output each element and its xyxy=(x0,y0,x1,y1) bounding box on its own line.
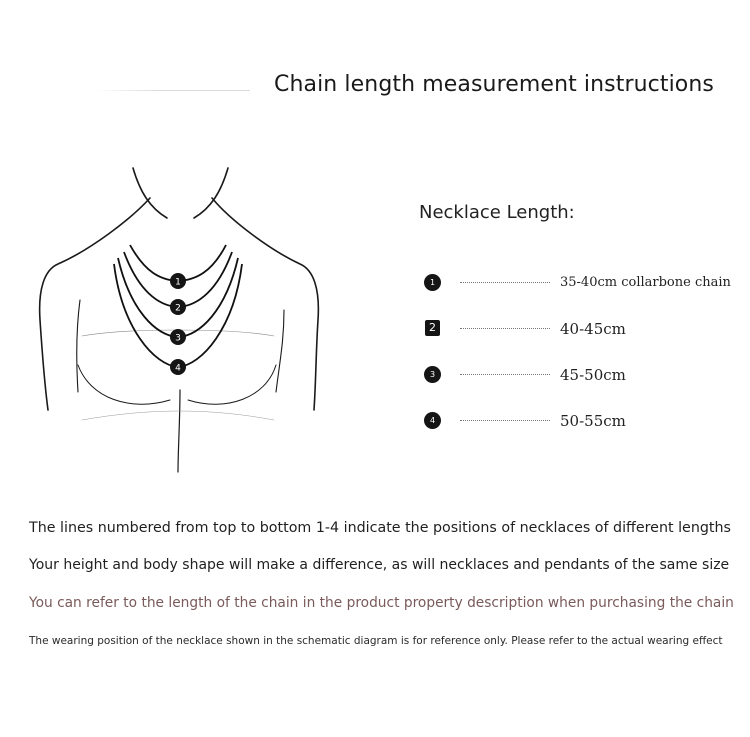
necklace-length-heading: Necklace Length: xyxy=(419,202,575,223)
legend-badge-3: 3 xyxy=(424,366,441,383)
legend-item xyxy=(424,412,734,430)
chain-marker-1 xyxy=(170,273,186,289)
underarm-right xyxy=(276,310,284,392)
torso-necklace-diagram xyxy=(30,160,330,480)
note-line-3: You can refer to the length of the chain in the product property description when purchasing the chain xyxy=(29,595,734,611)
note-line-4: The wearing position of the necklace shown in the schematic diagram is for reference only. Please refer to the actual wearing effect xyxy=(29,635,723,647)
legend-badge-2: 2 xyxy=(425,320,440,336)
chain-marker-2 xyxy=(170,299,186,315)
legend-dotted-line xyxy=(460,374,550,375)
legend-item xyxy=(424,320,734,338)
legend-badge-4: 4 xyxy=(424,412,441,429)
note-line-2: Your height and body shape will make a difference, as will necklaces and pendants of the same size xyxy=(29,557,730,573)
chain-marker-3-label: 3 xyxy=(175,333,181,344)
chain-marker-2-label: 2 xyxy=(175,303,181,314)
bust-left xyxy=(78,365,170,404)
legend-label-2: 40-45cm xyxy=(560,320,626,338)
bust-right xyxy=(188,365,276,404)
shoulder-right-outline xyxy=(212,198,318,410)
waist-faint-line xyxy=(82,411,274,420)
page-title: Chain length measurement instructions xyxy=(274,72,714,97)
legend-dotted-line xyxy=(460,420,550,421)
chain-marker-4 xyxy=(170,359,186,375)
legend-badge-1: 1 xyxy=(424,274,441,291)
chain-3 xyxy=(118,258,238,337)
legend-item xyxy=(424,366,734,384)
note-line-1: The lines numbered from top to bottom 1-4 indicate the positions of necklaces of different lengths xyxy=(29,520,731,536)
underarm-left xyxy=(77,300,80,392)
cleavage-line xyxy=(178,390,180,472)
chain-marker-1-label: 1 xyxy=(175,277,181,288)
legend-label-1: 35-40cm collarbone chain xyxy=(560,275,731,290)
legend-item xyxy=(424,274,734,292)
legend-label-4: 50-55cm xyxy=(560,412,626,430)
title-decorative-rule xyxy=(95,90,250,91)
legend-dotted-line xyxy=(460,282,550,283)
shoulder-left-outline xyxy=(40,198,150,410)
legend-label-3: 45-50cm xyxy=(560,366,626,384)
legend-dotted-line xyxy=(460,328,550,329)
chain-marker-4-label: 4 xyxy=(175,363,181,374)
chain-marker-3 xyxy=(170,329,186,345)
